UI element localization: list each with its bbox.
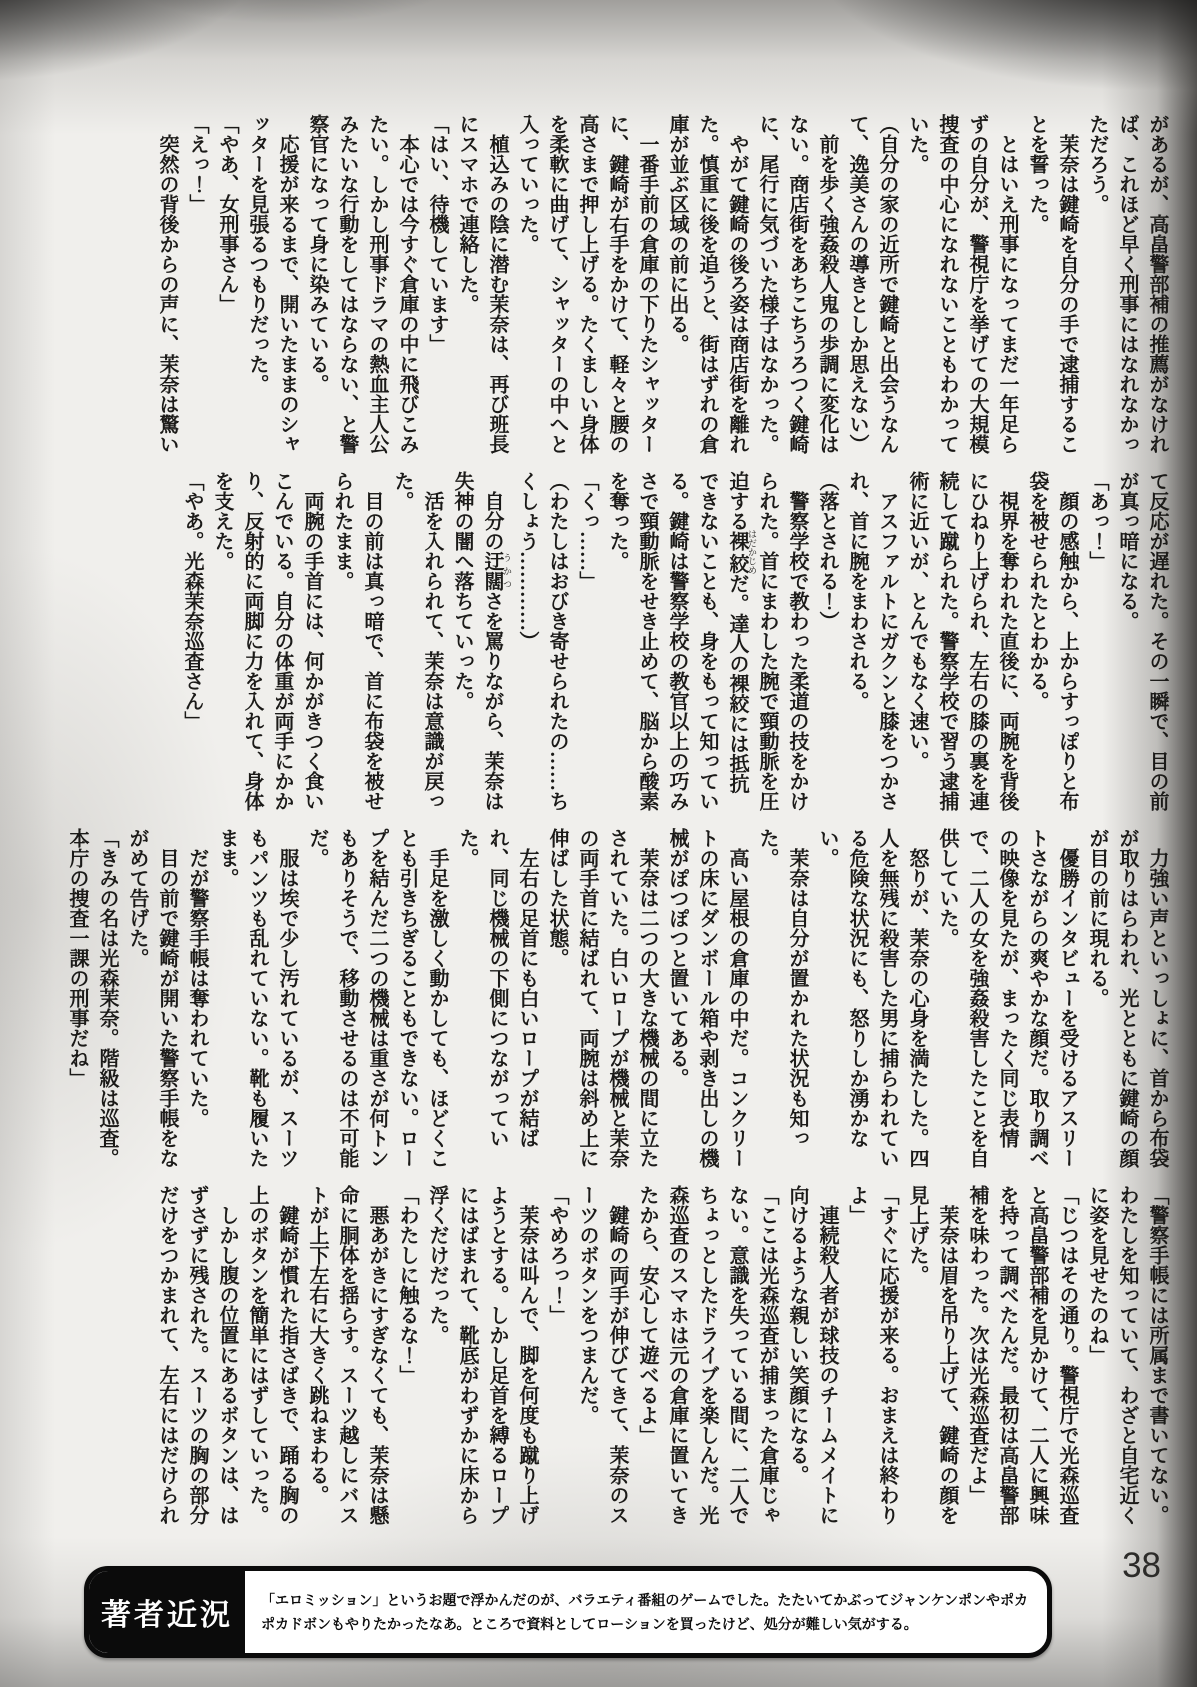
paragraph: とはいえ刑事になってまだ一年足らずの自分が、警視庁を挙げての大規模捜査の中心になれないこともわかっていた。 [906, 114, 1018, 454]
paragraph: 「くっ……」 [576, 471, 598, 591]
paragraph: （わたしはおびき寄せられたの……ちくしょう…………） [516, 471, 568, 811]
paragraph: 「じつはその通り。警視庁で光森巡査と高畠警部補を見かけて、二人に興味を持って調べたんだ。最初は高畠警部補を味わった。次は光森巡査だよ」 [966, 1185, 1078, 1525]
paragraph: 一番手前の倉庫の下りたシャッターに、鍵崎が右手をかけて、軽々と腰の高さまで押し上げる。たくましい身体を柔軟に曲げて、シャッターの中へと入っていった。 [516, 114, 658, 454]
paragraph: 「はい、待機しています」 [426, 114, 448, 354]
paragraph: 「やあ。光森茉奈巡査さん」 [181, 471, 203, 731]
paragraph: 鍵崎が慣れた指さばきで、踊る胸の上のボタンを簡単にはずしていった。 [246, 1185, 298, 1525]
paragraph: やがて鍵崎の後ろ姿は商店街を離れた。慎重に後を追うと、街はずれの倉庫が並ぶ区域の前に出る。 [666, 114, 748, 454]
paragraph: 視界を奪われた直後に、両腕を背後にひねり上げられ、左右の膝の裏を連続して蹴られた。警察学校で習う逮捕術に近いが、とんでもなく速い。 [906, 471, 1018, 811]
paragraph: 茉奈は鍵崎を自分の手で逮捕することを誓った。 [1026, 114, 1078, 454]
paragraph: 茉奈は二つの大きな機械の間に立たされていた。白いロープが機械と茉奈の両手首に結ばれて、両腕は斜め上に伸ばした状態。 [546, 828, 658, 1168]
paragraph: 目の前で鍵崎が開いた警察手帳をながめて告げた。 [126, 828, 178, 1168]
paragraph: 優勝インタビューを受けるアスリートさながらの爽やかな顔だ。取り調べの映像を見たが、まったく同じ表情で、二人の女を強姦殺害したことを自供していた。 [936, 828, 1078, 1168]
paragraph: 茉奈は眉を吊り上げて、鍵崎の顔を見上げた。 [906, 1185, 958, 1525]
paragraph: 「やあ、女刑事さん」 [216, 114, 238, 314]
paragraph: 高い屋根の倉庫の中だ。コンクリートの床にダンボール箱や剥き出しの機械がぽつぽつと置いてある。 [666, 828, 748, 1168]
paragraph: 力強い声といっしょに、首から布袋が取りはらわれ、光とともに鍵崎の顔が目の前に現れる。 [1086, 828, 1168, 1168]
paragraph: 「ここは光森巡査が捕まった倉庫じゃない。意識を失っている間に、二人でちょっとしたドライブを楽しんだ。光森巡査のスマホは元の倉庫に置いてきたから、安心して遊べるよ」 [636, 1185, 778, 1525]
paragraph: 「すぐに応援が来る。おまえは終わりよ」 [846, 1185, 898, 1525]
paragraph: 悪あがきにすぎなくても、茉奈は懸命に胴体を揺らす。スーツ越しにバストが上下左右に大きく跳ねまわる。 [306, 1185, 388, 1525]
paragraph: 怒りが、茉奈の心身を満たした。四人を無残に殺害した男に捕らわれている危険な状況にも、怒りしか湧かない。 [816, 828, 928, 1168]
paragraph: 顔の感触から、上からすっぽりと布袋を被せられたとわかる。 [1026, 471, 1078, 811]
paragraph: 植込みの陰に潜む茉奈は、再び班長にスマホで連絡した。 [456, 114, 508, 454]
text-band-2 [140, 471, 1172, 813]
paragraph: 本心では今すぐ倉庫の中に飛びこみたい。しかし刑事ドラマの熱血主人公みたいな行動をしてはならない、と警察官になって身に染みている。 [306, 114, 418, 454]
paragraph: 「わたしに触るな！」 [396, 1185, 418, 1385]
paragraph: しかし腹の位置にあるボタンは、はずさずに残された。スーツの胸の部分だけをつかまれて、左右にはだけられ [156, 1185, 238, 1525]
paragraph: 連続殺人者が球技のチームメイトに向けるような親しい笑顔になる。 [786, 1185, 838, 1525]
paragraph: 「えっ！」 [186, 114, 208, 214]
text-band-4 [140, 1185, 1172, 1527]
paragraph: 活を入れられて、茉奈は意識が戻った。 [391, 471, 443, 811]
paragraph: 服は埃で少し汚れているが、スーツもパンツも乱れていない。靴も履いたまま。 [216, 828, 298, 1168]
paragraph: 両腕の手首には、何かがきつく食いこんでいる。自分の体重が両手にかかり、反射的に両脚に力を入れて、身体を支えた。 [211, 471, 323, 811]
paragraph: があるが、高畠警部補の推薦がなければ、これほど早く刑事にはなれなかっただろう。 [1086, 114, 1168, 454]
paragraph: 突然の背後からの声に、茉奈は驚い [156, 114, 178, 454]
paragraph: （自分の家の近所で鍵崎と出会うなんて、逸美さんの導きとしか思えない） [846, 114, 898, 454]
paragraph: 茉奈は自分が置かれた状況も知った。 [756, 828, 808, 1148]
paragraph: 「きみの名は光森茉奈。階級は巡査。本庁の捜査一課の刑事だね」 [66, 828, 118, 1168]
paragraph: 警察学校で教わった柔道の技をかけられた。首にまわした腕で頸動脈を圧迫する裸絞 はだかじめだ。達人の裸絞には抵抗できないことも、身をもって知っている。鍵崎は警察学校の教官以上の巧みさで頸動脈をせき止めて、脳から酸素を奪った。 [606, 471, 808, 811]
paragraph: 応援が来るまで、開いたままのシャッターを見張るつもりだった。 [246, 114, 298, 454]
paragraph: だが警察手帳は奪われていた。 [186, 828, 208, 1128]
paragraph: アスファルトにガクンと膝をつかされ、首に腕をまわされる。 [846, 471, 898, 811]
paragraph: 「あっ！」 [1086, 471, 1108, 571]
page-number: 38 [1122, 1546, 1161, 1585]
paragraph: （落とされる！） [816, 471, 838, 631]
paragraph: 手足を激しく動かしても、ほどくことも引きちぎることもできない。ロープを結んだ二つの機械は重さが何トンもありそうで、移動させるのは不可能だ。 [306, 828, 448, 1168]
paragraph: 前を歩く強姦殺人鬼の歩調に変化はない。商店街をあちこちうろつく鍵崎に、尾行に気づいた様子はなかった。 [756, 114, 838, 454]
text-band-3 [66, 828, 1172, 1170]
paragraph: 目の前は真っ暗で、首に布袋を被せられたまま。 [331, 471, 383, 811]
paragraph: 自分の迂闊 うかつさを罵りながら、茉奈は失神の闇へ落ちていった。 [451, 471, 512, 811]
author-note-text: 「エロミッション」というお題で浮かんだのが、バラエティ番組のゲームでした。たたいてかぶってジャンケンポンやポカポカドボンもやりたかったなあ。ところで資料としてローションを買ったけど、処分が難しい気がする。 [261, 1591, 1029, 1632]
author-note-box [84, 1566, 1052, 1658]
paragraph: 左右の足首にも白いロープが結ばれ、同じ機械の下側につながっていた。 [456, 828, 538, 1148]
paragraph: 茉奈は叫んで、脚を何度も蹴り上げようとする。しかし足首を縛るロープにはばまれて、靴底がわずかに床から浮くだけだった。 [426, 1185, 538, 1525]
paragraph: 「警察手帳には所属まで書いてない。わたしを知っていて、わざと自宅近くに姿を見せたのね」 [1086, 1185, 1168, 1525]
text-band-1 [140, 114, 1172, 456]
paragraph: 「やめろっ！」 [546, 1185, 568, 1325]
author-note-label: 著者近況 [89, 1571, 245, 1653]
paragraph: 鍵崎の両手が伸びてきて、茉奈のスーツのボタンをつまんだ。 [576, 1185, 628, 1525]
paragraph: て反応が遅れた。その一瞬で、目の前が真っ暗になる。 [1116, 471, 1168, 811]
